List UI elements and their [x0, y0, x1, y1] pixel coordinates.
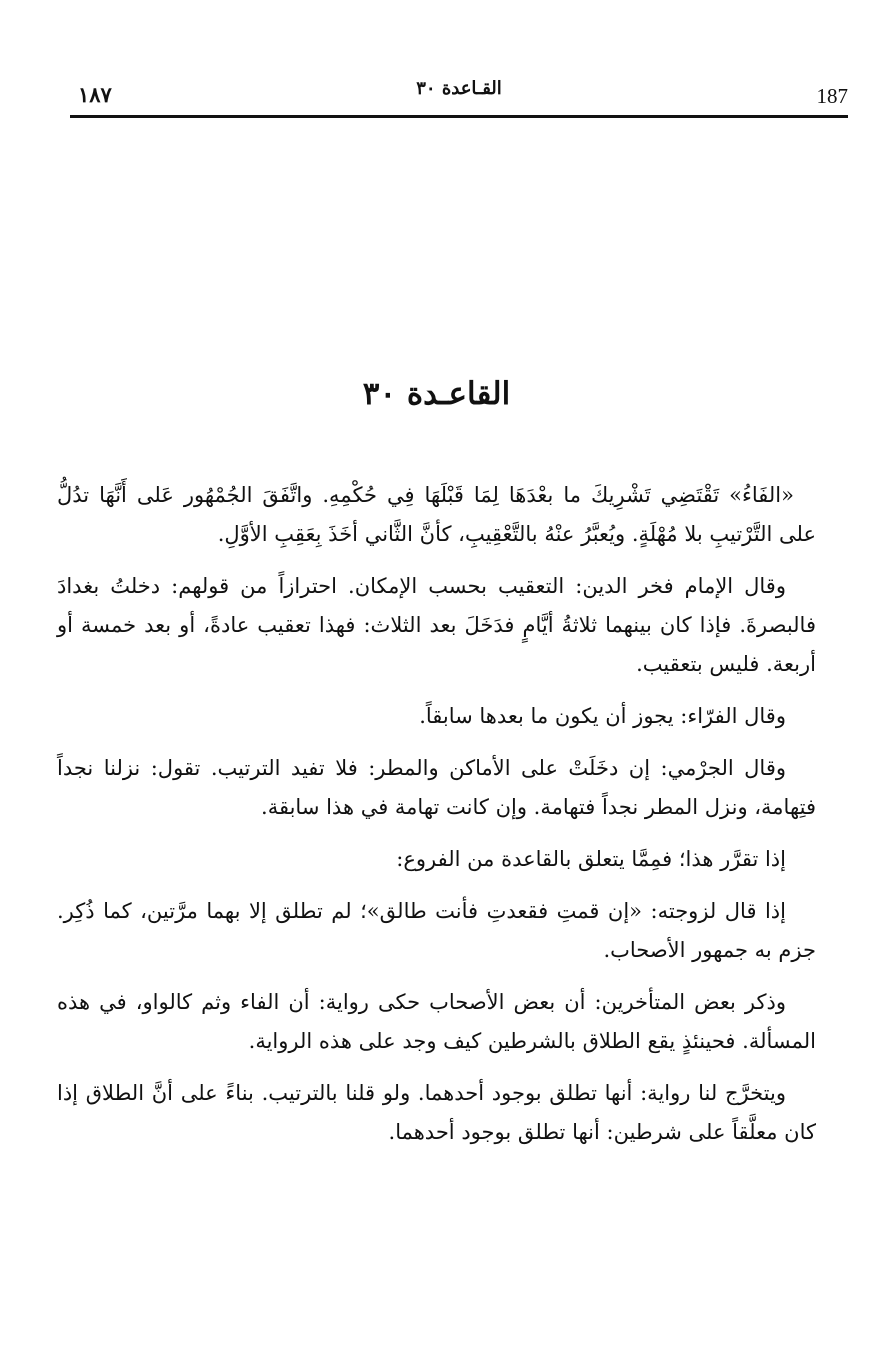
paragraph-fakhr-al-din: وقال الإمام فخر الدين: التعقيب بحسب الإمكان. احترازاً من قولهم: دخلتُ بغدادَ فالبصرةَ. فإذا كان بينهما ثلاثةُ أيَّامٍ فدَخَلَ بعد الثلاث: فهذا تعقيب عادةً، أو بعد خمسة أو أربعة. فليس بتعقيب. — [57, 574, 816, 676]
body-text — [57, 476, 816, 1165]
paragraph-branches-intro: إذا تقرَّر هذا؛ فمِمَّا يتعلق بالقاعدة من الفروع: — [396, 847, 786, 871]
chapter-title: القاعـدة ٣٠ — [362, 376, 511, 412]
paragraph-fa-definition: «الفَاءُ» تَقْتَضِي تَشْرِيكَ ما بعْدَهَا لِمَا قَبْلَهَا فِي حُكْمِهِ. واتَّفَقَ الجُمْهُور عَلى أَنَّهَا تدُلُّ على التَّرْتيبِ بلا مُهْلَةٍ. ويُعبَّرُ عنْهُ بالتَّعْقِيبِ، كأنَّ الثَّاني أخَذَ بِعَقِبِ الأوَّلِ. — [57, 483, 816, 546]
page-number-arabic: ١٨٧ — [78, 82, 112, 107]
paragraph-farra: وقال الفرّاء: يجوز أن يكون ما بعدها سابقاً. — [419, 704, 786, 728]
paragraph-later-scholars: وذكر بعض المتأخرين: أن بعض الأصحاب حكى رواية: أن الفاء وثم كالواو، في هذه المسألة. فحينئذٍ يقع الطلاق بالشرطين كيف وجد على هذه الرواية. — [57, 990, 816, 1053]
page-number-latin: 187 — [816, 84, 848, 108]
paragraph-derived-narration: ويتخرَّج لنا رواية: أنها تطلق بوجود أحدهما. ولو قلنا بالترتيب. بناءً على أنَّ الطلاق إذا كان معلَّقاً على شرطين: أنها تطلق بوجود أحدهما. — [57, 1081, 816, 1144]
paragraph-jarmi: وقال الجرْمي: إن دخَلَتْ على الأماكن والمطر: فلا تفيد الترتيب. تقول: نزلنا نجداً فتِهامة، ونزل المطر نجداً فتهامة. وإن كانت تهامة في هذا سابقة. — [57, 756, 816, 819]
running-head-title: القـاعدة ٣٠ — [416, 78, 502, 99]
header-rule — [70, 115, 848, 118]
running-head — [70, 70, 848, 110]
paragraph-divorce-example: إذا قال لزوجته: «إن قمتِ فقعدتِ فأنت طالق»؛ لم تطلق إلا بهما مرَّتين، كما ذُكِر. جزم به جمهور الأصحاب. — [57, 899, 816, 962]
